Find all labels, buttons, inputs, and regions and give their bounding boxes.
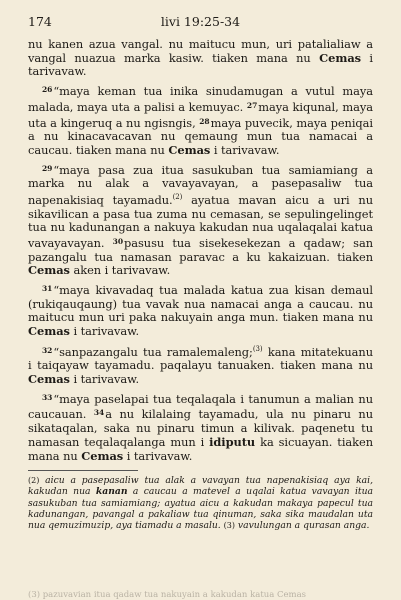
footnote-ref: (3) bbox=[252, 344, 263, 353]
paragraph: $^{32}$“sanpazangalu tua ramalemaleng;$^{(3)}$ kana mitatekuanu i taiqayaw tayamadu. paqalayu tanuaken. tiaken mana nu Cemas i tarivavaw. bbox=[28, 344, 373, 387]
paragraph: nu kanen azua vangal. nu maitucu mun, uri patalialiaw a vangal nuazua marka kasiw. tiaken mana nu Cemas i tarivavaw. bbox=[28, 37, 374, 79]
paragraph: $^{29}$“maya pasa zua itua sasukuban tua samiamiang a marka nu alak a vavayavayan, a pasepasaliw tua napenakisiaq tayamadu.$^{(2)}$ ayatua mavan aicu a uri nu sikavilican a pasa tua zuma nu cemasan, se sepulingelinget tua nu kadunangan a nakuya kakudan nua uqalaqalai katua vavayavayan. $^{30}$pasusu tua sisekesekezan a qadaw; san pazangalu tua namasan paravac a ku kakaizuan. tiaken Cemas aken i tarivavaw. bbox=[28, 162, 374, 278]
paragraph: $^{31}$“maya kivavadaq tua malada katua zua kisan demaul (rukiqauqaung) tua vavak nua namacai anga a caucau. nu maitucu mun uri paka nakuyain anga mun. tiaken mana nu Cemas i tarivavaw. bbox=[28, 283, 373, 339]
verse-number: 30 bbox=[112, 236, 124, 246]
footnote-marker: (2) bbox=[28, 476, 40, 486]
verse-number: 33 bbox=[42, 392, 53, 402]
verse-number: 29 bbox=[42, 163, 53, 173]
footnote-ref: (2) bbox=[172, 193, 183, 202]
page-number: 174 bbox=[28, 14, 52, 29]
footnote-marker: (3) bbox=[223, 521, 235, 531]
verse-number: 26 bbox=[42, 85, 53, 95]
verse-number: 28 bbox=[199, 116, 210, 126]
page-header bbox=[28, 14, 373, 38]
verse-number: 32 bbox=[42, 345, 53, 355]
paragraph: $^{26}$“maya keman tua inika sinudamugan a vutul maya malada, maya uta a palisi a kemuyac. $^{27}$maya kiqunal, maya uta a kingeruq a nu ngisngis, $^{28}$maya puvecik, maya peniqai a nu kinacavacavan nu qemaung mun tua namacai a caucau. tiaken mana nu Cemas i tarivavaw. bbox=[28, 84, 373, 157]
verse-number: 27 bbox=[246, 100, 258, 110]
verse-number: 34 bbox=[93, 408, 105, 418]
footnote-divider bbox=[28, 470, 138, 471]
scripture-text bbox=[28, 38, 373, 463]
verse-number: 31 bbox=[42, 284, 53, 294]
footnotes: (2) aicu a pasepasaliw tua alak a vavayan tua napenakisiaq aya kai, kakudan nua kanan a caucau a matevel a uqalai katua vavayan itua sasukuban tua samiamiang; ayatua aicu a kakudan makaya papecul tua kadunangan, pavangal a pakaliaw tua qinuman, saka sika maudalan uta nua qemuzimuzip, aya tiamadu a masalu. (3) vavulungan a qurasan anga. bbox=[28, 475, 373, 532]
chapter-reference: livi 19:25-34 bbox=[160, 14, 241, 29]
bleed-through-text: (3) pazuvavian itua qadaw tua nakuyain a kakudan katua Cemas bbox=[28, 590, 307, 600]
paragraph: $^{33}$“maya paselapai tua teqalaqala i tanumun a malian nu caucauan. $^{34}$a nu kilalaing tayamadu, ula nu pinaru nu sikataqalan, saka nu pinaru timun a kilivak. paqenetu tu namasan teqalaqalanga mun i idiputu ka sicuayan. tiaken mana nu Cemas i tarivavaw. bbox=[28, 391, 373, 463]
